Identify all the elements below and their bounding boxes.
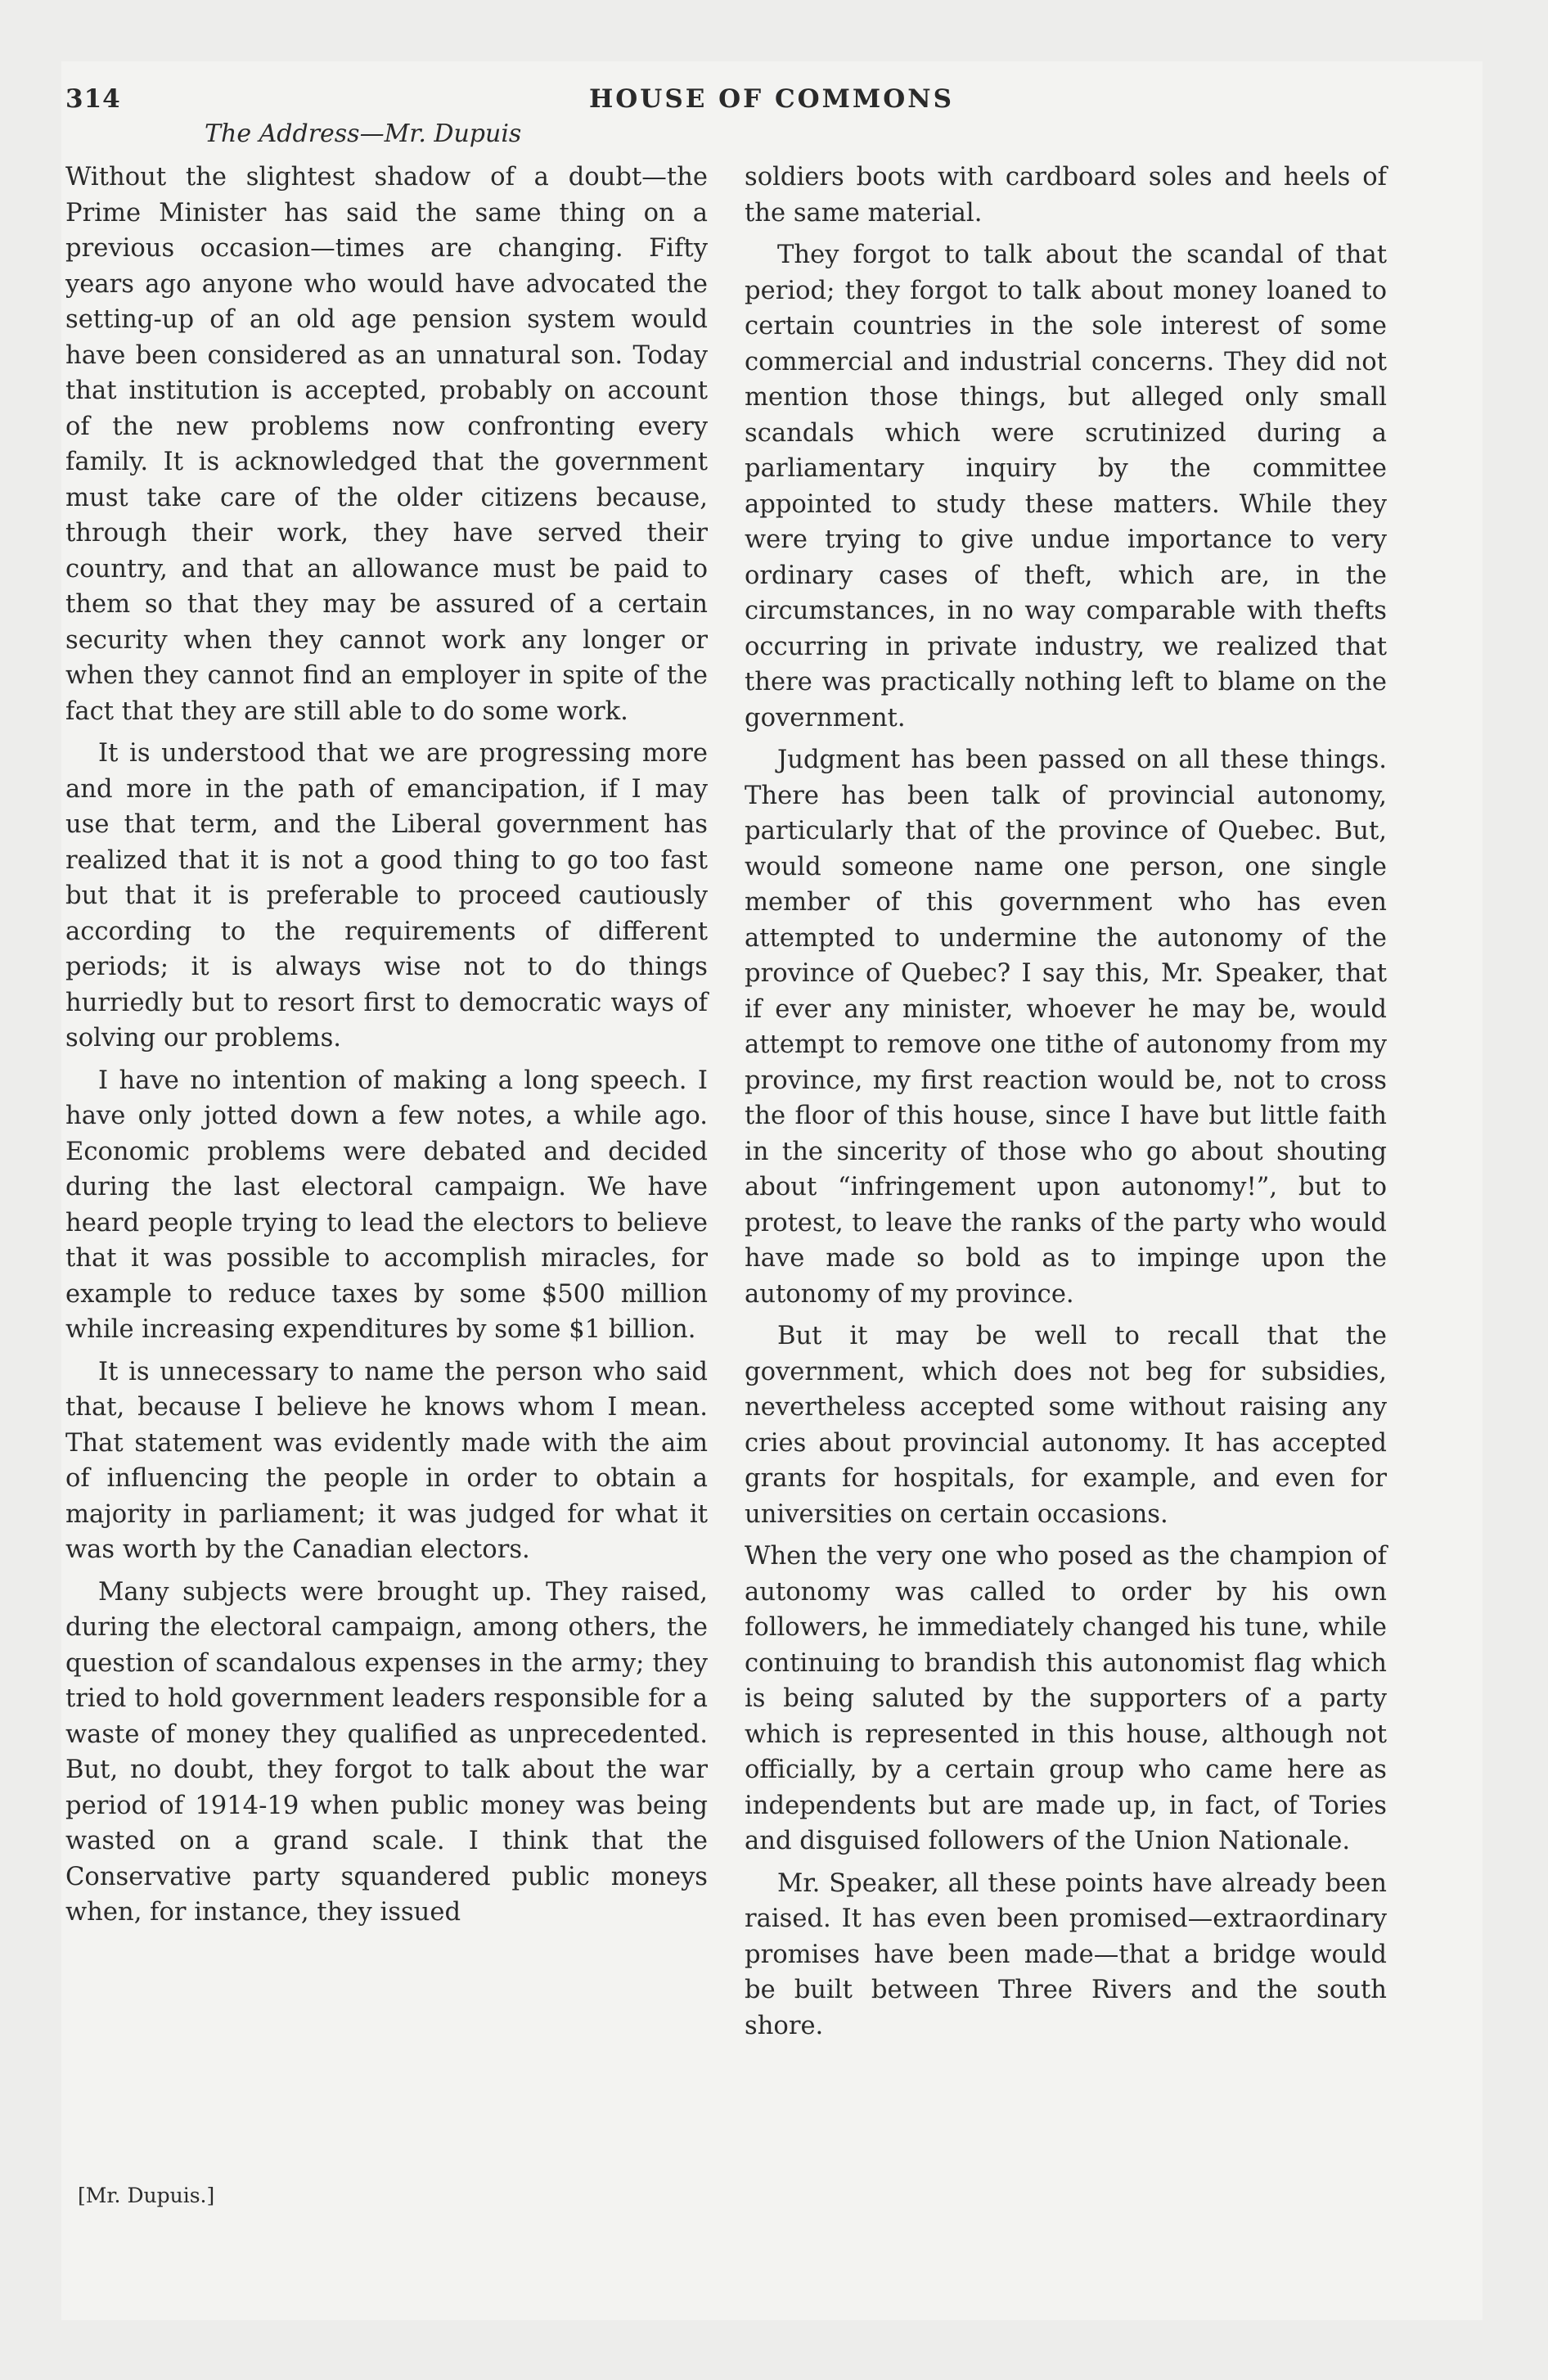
paragraph: Judgment has been passed on all these things. There has been talk of provincial autonomy, particularly that of the province of Quebec. But, would someone name one person, one single member of this government who has even attempted to undermine the autonomy of the province of Quebec? I say this, Mr. Speaker, that if ever any minister, whoever he may be, would attempt to remove one tithe of autonomy from my province, my first reaction would be, not to cross the floor of this house, since I have but little faith in the sincerity of those who go about shouting about “infringement upon autonomy!”, but to protest, to leave the ranks of the party who would have made so bold as to impinge upon the autonomy of my province. [745, 746, 1387, 1309]
paragraph: It is unnecessary to name the person who said that, because I believe he knows whom I mean. That statement was evidently made with the aim of influencing the people in order to obtain a majority in parliament; it was judged for what it was worth by the Canadian electors. [65, 1357, 708, 1564]
page-number: 314 [65, 84, 121, 114]
speaker-tag: [Mr. Dupuis.] [78, 2184, 215, 2207]
left-column [65, 160, 708, 1937]
paragraph: When the very one who posed as the champion of autonomy was called to order by his own followers, he immediately changed his tune, while continuing to brandish this autonomist flag which is being saluted by the supporters of a party which is represented in this house, although not officially, by a certain group who came here as independents but are made up, in fact, of Tories and disguised followers of the Union Nationale. [745, 1542, 1387, 1855]
paragraph: Many subjects were brought up. They raised, during the electoral campaign, among others, the question of scandalous expenses in the army; they tried to hold government leaders responsible for a waste of money they qualified as unprecedented. But, no doubt, they forgot to talk about the war period of 1914-19 when public money was being wasted on a grand scale. I think that the Conservative party squandered public moneys when, for instance, they issued [65, 1577, 708, 1927]
paragraph: I have no intention of making a long speech. I have only jotted down a few notes, a while ago. Economic problems were debated and decided during the last electoral campaign. We have heard people trying to lead the electors to believe that it was possible to accomplish miracles, for example to reduce taxes by some $500 million while increasing expenditures by some $1 billion. [65, 1066, 708, 1344]
right-column [745, 160, 1387, 2050]
paragraph: It is understood that we are progressing more and more in the path of emancipation, if I may use that term, and the Liberal government has realized that it is not a good thing to go too fast but that it is preferable to proceed cautiously according to the requirements of different periods; it is always wise not to do things hurriedly but to resort first to democratic ways of solving our problems. [65, 739, 708, 1053]
paragraph: soldiers boots with cardboard soles and heels of the same material. [745, 163, 1387, 228]
paragraph: But it may be well to recall that the government, which does not beg for subsidies, nevertheless accepted some without raising any cries about provincial autonomy. It has accepted grants for hospitals, for example, and even for universities on certain occasions. [745, 1322, 1387, 1529]
paragraph: Without the slightest shadow of a doubt—the Prime Minister has said the same thing on a previous occasion—times are changing. Fifty years ago anyone who would have advocated the setting-up of an old age pension system would have been considered as an unnatural son. Today that institution is accepted, probably on account of the new problems now confronting every family. It is acknowledged that the government must take care of the older citizens because, through their work, they have served their country, and that an allowance must be paid to them so that they may be assured of a certain security when they cannot work any longer or when they cannot find an employer in spite of the fact that they are still able to do some work. [65, 163, 708, 726]
paragraph: They forgot to talk about the scandal of that period; they forgot to talk about money loaned to certain countries in the sole interest of some commercial and industrial concerns. They did not mention those things, but alleged only small scandals which were scrutinized during a parliamentary inquiry by the committee appointed to study these matters. While they were trying to give undue importance to very ordinary cases of theft, which are, in the circumstances, in no way comparable with thefts occurring in private industry, we realized that there was practically nothing left to blame on the government. [745, 241, 1387, 732]
running-title: HOUSE OF COMMONS [589, 84, 954, 114]
section-subtitle: The Address—Mr. Dupuis [205, 119, 522, 148]
paragraph: Mr. Speaker, all these points have already been raised. It has even been promised—extraordinary promises have been made—that a bridge would be built between Three Rivers and the south shore. [745, 1868, 1387, 2040]
